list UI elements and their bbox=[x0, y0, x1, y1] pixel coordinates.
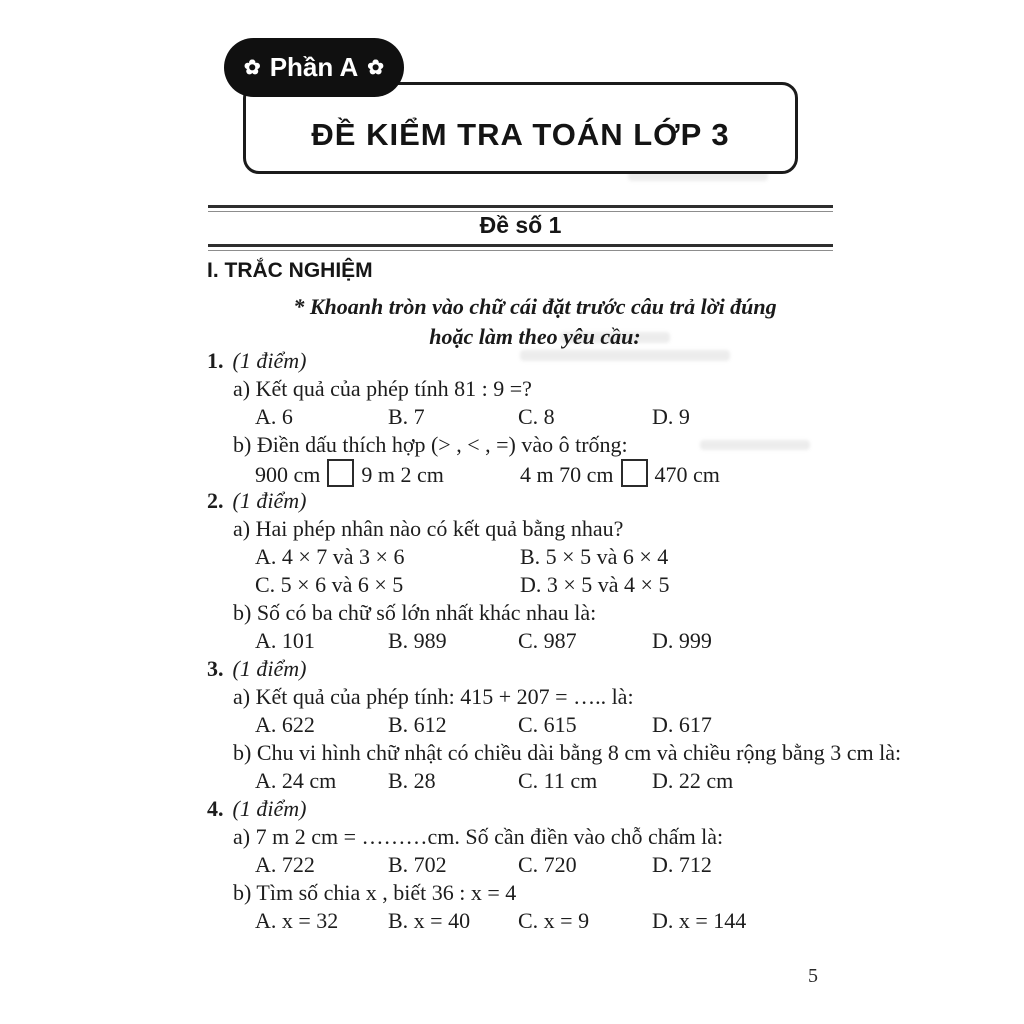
fill-in-right bbox=[520, 459, 887, 489]
option-c: C. 8 bbox=[518, 404, 555, 429]
flower-icon: ✿ bbox=[367, 56, 385, 79]
section-heading: I. TRẮC NGHIỆM bbox=[207, 259, 373, 282]
option-a: A. 6 bbox=[255, 404, 293, 429]
option-b: B. x = 40 bbox=[388, 908, 471, 933]
instruction-text bbox=[230, 292, 840, 352]
fill-left-before: 900 cm bbox=[255, 462, 321, 487]
option-c: C. 987 bbox=[518, 628, 577, 653]
option-d: D. 617 bbox=[652, 712, 712, 737]
page-number: 5 bbox=[808, 965, 818, 987]
question-points: (1 điểm) bbox=[232, 796, 307, 821]
option-d: D. 9 bbox=[652, 404, 690, 429]
blank-box bbox=[327, 459, 354, 487]
question-number: 4. bbox=[207, 796, 224, 821]
question-points: (1 điểm) bbox=[232, 488, 307, 513]
option-a: A. 622 bbox=[255, 712, 315, 737]
question-points: (1 điểm) bbox=[232, 656, 307, 681]
fill-in-left bbox=[255, 459, 520, 489]
question-3a-text: a) Kết quả của phép tính: 415 + 207 = ….. là: bbox=[233, 684, 634, 709]
option-c: C. x = 9 bbox=[518, 908, 590, 933]
option-d: D. 22 cm bbox=[652, 768, 734, 793]
question-number: 1. bbox=[207, 348, 224, 373]
blank-box bbox=[621, 459, 648, 487]
option-d: D. 999 bbox=[652, 628, 712, 653]
instruction-line-2: hoặc làm theo yêu cầu: bbox=[429, 324, 641, 349]
fill-right-before: 4 m 70 cm bbox=[520, 462, 614, 487]
question-3b-options bbox=[207, 767, 887, 795]
question-number: 3. bbox=[207, 656, 224, 681]
part-badge bbox=[224, 38, 404, 97]
option-a: A. 4 × 7 và 3 × 6 bbox=[255, 544, 405, 569]
option-a: A. 24 cm bbox=[255, 768, 337, 793]
option-b: B. 7 bbox=[388, 404, 425, 429]
question-1a-text: a) Kết quả của phép tính 81 : 9 =? bbox=[233, 376, 532, 401]
option-b: B. 989 bbox=[388, 628, 447, 653]
option-d: D. x = 144 bbox=[652, 908, 747, 933]
question-4b-text: b) Tìm số chia x , biết 36 : x = 4 bbox=[233, 880, 517, 905]
flower-icon: ✿ bbox=[243, 56, 261, 79]
option-a: A. 101 bbox=[255, 628, 315, 653]
part-badge-label: Phần A bbox=[269, 52, 359, 82]
question-2a-text: a) Hai phép nhân nào có kết quả bằng nhau? bbox=[233, 516, 624, 541]
option-b: B. 702 bbox=[388, 852, 447, 877]
question-4a-options bbox=[207, 851, 887, 879]
option-c: C. 5 × 6 và 6 × 5 bbox=[255, 572, 404, 597]
option-a: A. x = 32 bbox=[255, 908, 339, 933]
option-b: B. 5 × 5 và 6 × 4 bbox=[520, 544, 669, 569]
question-1-header bbox=[207, 347, 887, 375]
option-d: D. 712 bbox=[652, 852, 712, 877]
option-d: D. 3 × 5 và 4 × 5 bbox=[520, 572, 670, 597]
question-3a-options bbox=[207, 711, 887, 739]
option-c: C. 720 bbox=[518, 852, 577, 877]
instruction-line-1: * Khoanh tròn vào chữ cái đặt trước câu trả lời đúng bbox=[293, 294, 777, 319]
fill-right-after: 470 cm bbox=[654, 462, 720, 487]
fill-left-after: 9 m 2 cm bbox=[361, 462, 444, 487]
question-4a-text: a) 7 m 2 cm = ………cm. Số cần điền vào chỗ chấm là: bbox=[233, 824, 724, 849]
option-a: A. 722 bbox=[255, 852, 315, 877]
question-3b-text: b) Chu vi hình chữ nhật có chiều dài bằng 8 cm và chiều rộng bằng 3 cm là: bbox=[233, 740, 902, 765]
question-4-header bbox=[207, 795, 887, 823]
divider-rule bbox=[208, 205, 833, 212]
question-list bbox=[207, 347, 902, 935]
option-b: B. 612 bbox=[388, 712, 447, 737]
question-number: 2. bbox=[207, 488, 224, 513]
question-2b-text: b) Số có ba chữ số lớn nhất khác nhau là: bbox=[233, 600, 597, 625]
question-1b-text: b) Điền dấu thích hợp (> , < , =) vào ô trống: bbox=[233, 432, 628, 457]
question-2-header bbox=[207, 487, 887, 515]
question-4b-options bbox=[207, 907, 887, 935]
divider-rule bbox=[208, 244, 833, 251]
question-2a-options-row-1 bbox=[207, 543, 887, 571]
option-c: C. 11 cm bbox=[518, 768, 598, 793]
book-title: ĐỀ KIỂM TRA TOÁN LỚP 3 bbox=[311, 117, 730, 152]
question-1a-options bbox=[207, 403, 887, 431]
question-1b-fill-row bbox=[207, 459, 887, 487]
question-points: (1 điểm) bbox=[232, 348, 307, 373]
option-c: C. 615 bbox=[518, 712, 577, 737]
test-number-heading: Đề số 1 bbox=[479, 212, 562, 238]
option-b: B. 28 bbox=[388, 768, 436, 793]
question-2a-options-row-2 bbox=[207, 571, 887, 599]
question-2b-options bbox=[207, 627, 887, 655]
question-3-header bbox=[207, 655, 887, 683]
